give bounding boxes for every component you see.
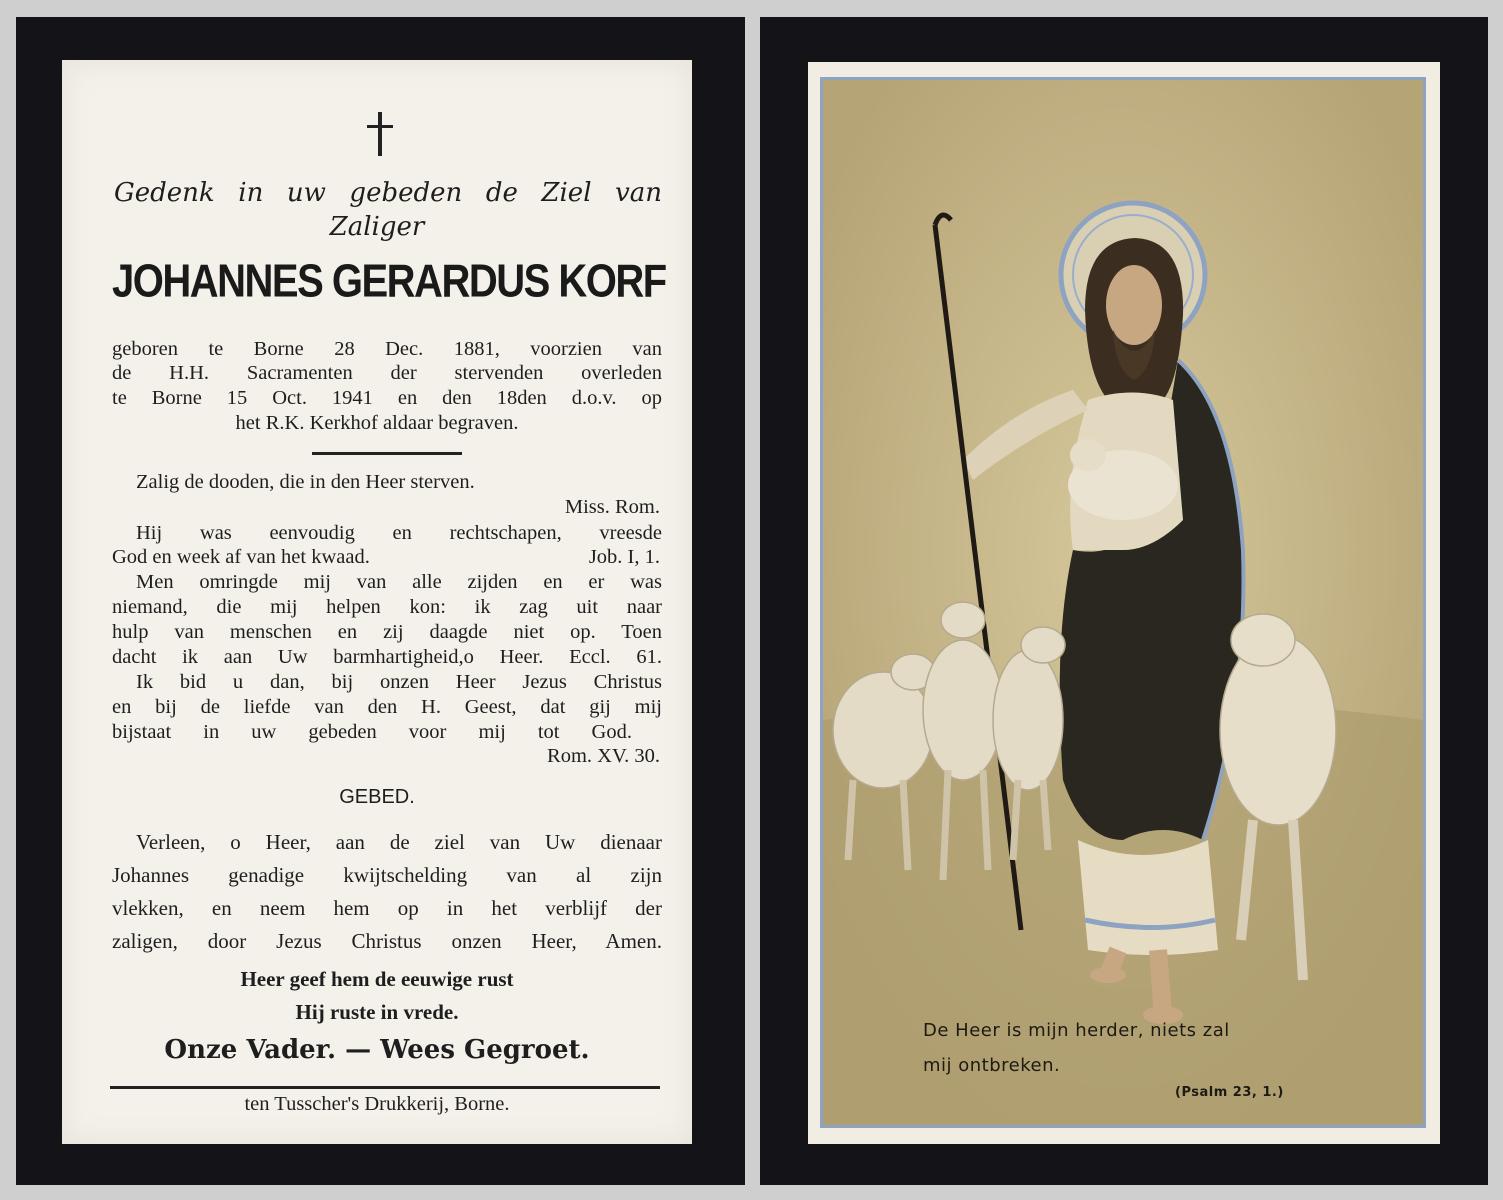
scripture-line: bijstaat in uw gebeden voor mij tot God.: [112, 721, 632, 743]
prayer-line: Verleen, o Heer, aan de ziel van Uw dienaar: [136, 830, 662, 854]
bio-line: geboren te Borne 28 Dec. 1881, voorzien van: [112, 338, 662, 360]
scripture-reference: Rom. XV. 30.: [547, 745, 660, 767]
scripture-line: Ik bid u dan, bij onzen Heer Jezus Christus: [136, 671, 662, 693]
illustration-frame: [820, 77, 1426, 1128]
scripture-line: en bij de liefde van den H. Geest, dat gij mij: [112, 696, 662, 718]
prayer-line: Johannes genadige kwijtschelding van al zijn: [112, 863, 662, 887]
good-shepherd-illustration: [823, 80, 1423, 1125]
psalm-reference: (Psalm 23, 1.): [1175, 1085, 1284, 1100]
scripture-line: Men omringde mij van alle zijden en er was: [136, 571, 662, 593]
left-card-backdrop: [16, 17, 745, 1185]
cross-icon: [367, 112, 393, 156]
holy-image-card: [808, 62, 1440, 1144]
bio-line: te Borne 15 Oct. 1941 en den 18den d.o.v. op: [112, 387, 662, 409]
prayer-title: GEBED.: [339, 786, 415, 808]
rest-line: Heer geef hem de eeuwige rust: [240, 967, 514, 991]
right-card-backdrop: [760, 17, 1488, 1185]
caption-line: mij ontbreken.: [923, 1055, 1061, 1076]
scripture-line: niemand, die mij helpen kon: ik zag uit naar: [112, 596, 662, 618]
prayer-line: zaligen, door Jezus Christus onzen Heer, Amen.: [112, 929, 662, 953]
caption-line: De Heer is mijn herder, niets zal: [923, 1020, 1230, 1041]
intro-zaliger: Zaliger: [329, 212, 425, 242]
scripture-reference: Miss. Rom.: [564, 496, 660, 518]
scripture-line: Hij was eenvoudig en rechtschapen, vreesde: [136, 522, 662, 544]
divider: [312, 452, 462, 455]
bio-line: het R.K. Kerkhof aldaar begraven.: [235, 412, 519, 434]
rest-line: Hij ruste in vrede.: [295, 1000, 459, 1024]
scripture-reference: Job. I, 1.: [588, 546, 660, 568]
bio-line: de H.H. Sacramenten der stervenden overleden: [112, 362, 662, 384]
scripture-line: hulp van menschen en zij daagde niet op. Toen: [112, 621, 662, 643]
intro-line: Gedenk in uw gebeden de Ziel van: [114, 178, 662, 208]
printer-credit: ten Tusscher's Drukkerij, Borne.: [244, 1093, 510, 1115]
closing-prayers: Onze Vader. — Wees Gegroet.: [164, 1035, 590, 1065]
prayer-line: vlekken, en neem hem op in het verblijf der: [112, 896, 662, 920]
footer-divider: [110, 1086, 660, 1089]
scripture-line: dacht ik aan Uw barmhartigheid,o Heer. Eccl. 61.: [112, 646, 662, 668]
deceased-name: JOHANNES GERARDUS KORF: [112, 256, 666, 307]
scripture-line: Zalig de dooden, die in den Heer sterven.: [136, 471, 475, 493]
scripture-line: God en week af van het kwaad.: [112, 546, 370, 568]
memorial-card-text: [62, 60, 692, 1144]
